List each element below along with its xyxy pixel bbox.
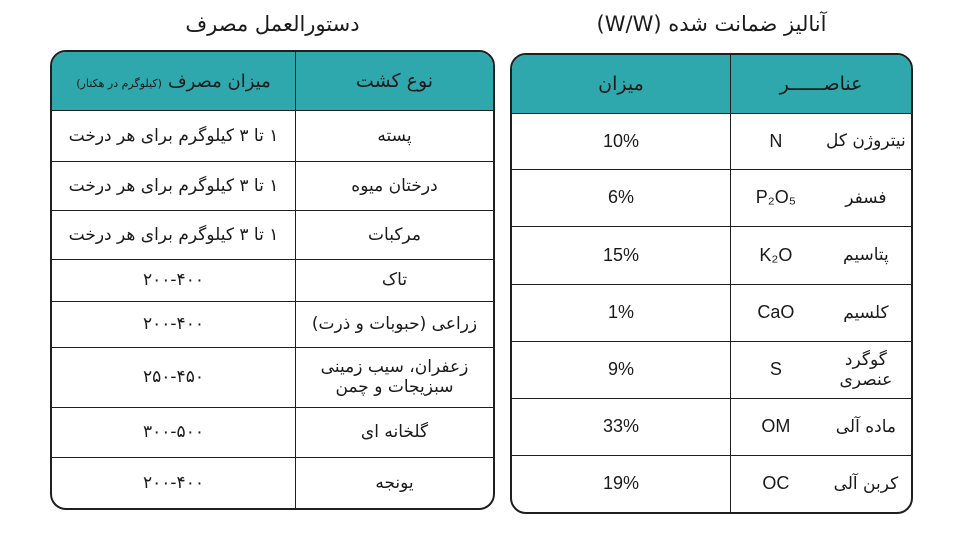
element-name-cell: نیتروژن کل [821, 113, 911, 169]
amount-cell: 10% [512, 113, 731, 169]
element-symbol-cell [731, 284, 821, 341]
rate-cell: ۲۵۰-۴۵۰ [52, 347, 296, 407]
amount-cell: 6% [512, 169, 731, 226]
usage-instructions-title: دستورالعمل مصرف [185, 12, 360, 36]
element-symbol-cell [731, 398, 821, 455]
header-amount: میزان [512, 55, 731, 113]
amount-cell: 33% [512, 398, 731, 455]
crop-cell: زعفران، سیب زمینی سبزیجات و چمن [296, 347, 494, 407]
crop-cell: تاک [296, 259, 494, 301]
usage-instructions-table [50, 50, 495, 510]
element-symbol-cell [731, 341, 821, 398]
element-symbol: OC [762, 473, 790, 494]
table-row [52, 457, 493, 508]
element-name-cell: کربن آلی [821, 455, 911, 512]
element-name-cell: پتاسیم [821, 226, 911, 284]
table-row [52, 407, 493, 457]
header-usage-rate-unit: (کیلوگرم در هکتار) [76, 76, 162, 90]
rate-cell: ۲۰۰-۴۰۰ [52, 457, 296, 508]
header-usage-rate [52, 52, 296, 110]
element-symbol-cell [731, 113, 821, 169]
table-row [52, 110, 493, 161]
element-name-cell: فسفر [821, 169, 911, 226]
guaranteed-analysis-title: آنالیز ضمانت شده (W/W) [596, 12, 827, 36]
element-name-cell: کلسیم [821, 284, 911, 341]
guaranteed-analysis-table [510, 53, 913, 514]
table-row [512, 398, 911, 455]
element-symbol: S [769, 359, 782, 379]
table-row [512, 226, 911, 284]
element-name-cell: ماده آلی [821, 398, 911, 455]
table-row [52, 161, 493, 210]
element-symbol: OM [761, 416, 791, 436]
crop-cell: پسته [296, 110, 494, 161]
crop-cell: درختان میوه [296, 161, 494, 210]
rate-cell: ۱ تا ۳ کیلوگرم برای هر درخت [52, 161, 296, 210]
table-row [512, 113, 911, 169]
element-symbol: N [769, 130, 783, 151]
table-row [512, 341, 911, 398]
header-crop-type: نوع کشت [296, 52, 494, 110]
rate-cell: ۲۰۰-۴۰۰ [52, 259, 296, 301]
element-name-cell: گوگرد عنصری [821, 341, 911, 398]
amount-cell: 19% [512, 455, 731, 512]
rate-cell: ۱ تا ۳ کیلوگرم برای هر درخت [52, 210, 296, 259]
element-symbol-cell [731, 455, 821, 512]
element-symbol-cell [731, 226, 821, 284]
element-symbol: K₂O [759, 244, 793, 265]
crop-cell: گلخانه ای [296, 407, 494, 457]
table-row [52, 259, 493, 301]
header-usage-rate-main: میزان مصرف [167, 70, 271, 92]
table-row [512, 284, 911, 341]
table-row [52, 210, 493, 259]
crop-cell: زراعی (حبوبات و ذرت) [296, 301, 494, 347]
rate-cell: ۲۰۰-۴۰۰ [52, 301, 296, 347]
table-row [512, 455, 911, 512]
table-row [512, 169, 911, 226]
table-row [52, 301, 493, 347]
header-elements: عناصــــــر [731, 55, 912, 113]
amount-cell: 1% [512, 284, 731, 341]
crop-cell: مرکبات [296, 210, 494, 259]
table-row [52, 347, 493, 407]
element-symbol-cell [731, 169, 821, 226]
element-symbol: P₂O₅ [755, 187, 796, 207]
amount-cell: 9% [512, 341, 731, 398]
crop-cell: یونجه [296, 457, 494, 508]
rate-cell: ۳۰۰-۵۰۰ [52, 407, 296, 457]
element-symbol: CaO [757, 302, 795, 322]
rate-cell: ۱ تا ۳ کیلوگرم برای هر درخت [52, 110, 296, 161]
amount-cell: 15% [512, 226, 731, 284]
